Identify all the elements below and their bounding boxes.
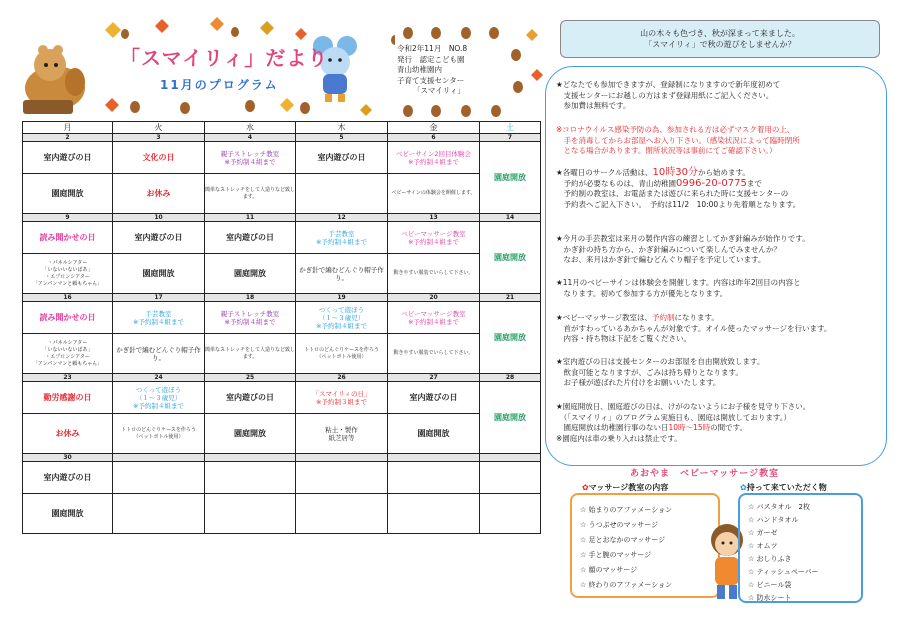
notice-line: 支援センターにお越しの方はまず登録用紙にご記入ください。 — [556, 90, 774, 100]
program-cell — [388, 142, 480, 174]
newsletter-title — [120, 42, 328, 71]
program-cell — [23, 462, 113, 494]
notice-line: 手を消毒してからお部屋へお入り下さい。（感染状況によって臨時閉所 — [556, 135, 800, 145]
date-row — [23, 214, 541, 222]
date-cell: 23 — [23, 374, 113, 382]
info-line: 令和2年11月 NO.8 — [397, 44, 468, 53]
belongings-box — [738, 493, 863, 603]
date-cell — [480, 454, 541, 462]
list-item: ☆ 始まりのアファメーション — [580, 503, 718, 518]
date-row — [23, 294, 541, 302]
program-text: 親子ストレッチ教室 ※予約制４組まで — [220, 309, 280, 326]
notice-line: かぎ針の持ち方から、かぎ針編みについて楽しんでみませんか？ — [556, 244, 781, 254]
program-text: 園庭開放 — [494, 172, 526, 182]
reservation-required: 予約制 — [651, 313, 675, 322]
program-text: 動きやすい服装でいらして下さい。 — [393, 270, 474, 276]
saturday-cell — [480, 494, 541, 534]
date-cell: 25 — [205, 374, 296, 382]
program-row — [23, 254, 541, 294]
program-text: 園庭開放 — [494, 252, 526, 262]
program-text: 簡単なストレッチをして人造りなど致します。 — [205, 186, 295, 200]
date-row — [23, 454, 541, 462]
date-row — [23, 374, 541, 382]
weekday-mon: 月 — [23, 122, 113, 134]
program-cell — [296, 302, 388, 334]
notice-line: ★11月のベビーサインは体験会を開催します。内容は昨年2回目の内容と — [556, 278, 801, 287]
belongings-list — [740, 495, 861, 605]
program-text: ・パネルシアター 「いないいないばあ」 ・エプロンシアター 「アンパンマンと頼もちゃん」 — [32, 259, 103, 287]
program-cell — [23, 382, 113, 414]
notice-baby-massage — [556, 313, 831, 345]
date-cell: 20 — [388, 294, 480, 302]
notice-line: 予約が必要なものは、青山幼稚園 — [556, 178, 676, 188]
program-cell — [388, 334, 480, 374]
title-main: 「スマイリィ」 — [120, 46, 266, 70]
date-cell: 26 — [296, 374, 388, 382]
notice-line: 内容・持ち物は下記をご覧ください。 — [556, 334, 691, 343]
notice-handicraft — [556, 234, 810, 266]
program-cell — [23, 174, 113, 214]
program-text: 室内遊びの日 — [226, 232, 274, 242]
phone-number: 0996-20-0775 — [676, 177, 747, 189]
notice-line: ★今月の手芸教室は来月の製作内容の練習としてかぎ針編みが始作りです。 — [556, 234, 810, 243]
program-cell — [205, 334, 296, 374]
notice-line: ★どなたでも参加できますが、登録制になりますので新年度初めて — [556, 80, 781, 89]
program-text: かぎ針で編むどんぐり帽子作り。 — [299, 265, 384, 282]
info-line: 子育て支援センター — [397, 75, 465, 85]
greeting-callout — [560, 20, 880, 58]
program-text: 園庭開放 — [494, 412, 526, 422]
program-text: 園庭開放 — [494, 332, 526, 342]
program-cell — [388, 174, 480, 214]
program-cell — [296, 494, 388, 534]
program-text: 文化の日 — [142, 152, 175, 162]
program-cell — [296, 174, 388, 214]
program-text: ベビーマッサージ教室 ※予約制４組まで — [401, 309, 466, 326]
date-cell — [113, 454, 205, 462]
program-row — [23, 174, 541, 214]
program-cell — [23, 142, 113, 174]
program-text: 室内遊びの日 — [134, 232, 183, 242]
program-text: つくって遊ぼう （１～３歳児） ※予約制４組まで — [133, 385, 184, 410]
date-row — [23, 134, 541, 142]
notice-line: から始めます。 — [697, 168, 750, 177]
start-time: 10時30分 — [652, 167, 698, 178]
program-cell — [23, 222, 113, 254]
notice-indoor-play — [556, 357, 764, 389]
saturday-cell — [480, 142, 541, 214]
program-text: 室内遊びの日 — [226, 392, 274, 402]
date-cell: 28 — [480, 374, 541, 382]
notice-circle-time — [556, 168, 800, 210]
info-line: 発行 認定こども園 — [397, 54, 465, 64]
program-cell — [205, 174, 296, 214]
list-item: ☆ バスタオル 2枚 — [748, 501, 861, 514]
list-item: ☆ おしりふき — [748, 553, 861, 566]
notice-playground — [556, 402, 810, 444]
date-cell: 9 — [23, 214, 113, 222]
program-cell — [388, 494, 480, 534]
list-item: ☆ 手と腕のマッサージ — [580, 548, 718, 563]
notice-line: お子様が遊ばれた片付けをお願いいたします。 — [556, 378, 721, 387]
notice-line: ※コロナウイルス感染予防の為、参加される方は必ずマスク着用の上、 — [556, 125, 795, 134]
notice-line: 参加費は無料です。 — [556, 101, 631, 110]
program-cell — [23, 302, 113, 334]
massage-content-list — [572, 495, 718, 593]
notice-line: 園庭開放は幼稚園行事のない日 — [556, 423, 669, 432]
program-text: 「スマイリィの日」 ※予約制３組まで — [312, 389, 371, 406]
notice-line: なお、来月はかぎ針で編むどんぐり帽子を予定しています。 — [556, 255, 766, 264]
program-cell — [113, 142, 205, 174]
program-row — [23, 494, 541, 534]
notice-line: 予約制の教室は、お電話または遊びに来られた時に支援センターの — [556, 189, 789, 198]
program-cell — [113, 382, 205, 414]
program-cell — [388, 414, 480, 454]
program-text: 園庭開放 — [417, 428, 450, 438]
program-text: 園庭開放 — [51, 508, 84, 518]
title-suffix: だより — [265, 46, 329, 70]
notice-covid — [556, 125, 800, 157]
program-row — [23, 142, 541, 174]
notice-line: の間です。 — [710, 423, 747, 432]
publisher-info — [397, 44, 467, 97]
program-cell — [23, 414, 113, 454]
program-cell — [388, 254, 480, 294]
program-cell — [296, 142, 388, 174]
program-cell — [296, 414, 388, 454]
date-cell — [296, 454, 388, 462]
program-cell — [205, 494, 296, 534]
program-row — [23, 302, 541, 334]
notice-line: 予約表へご記入下さい。 予約は11/2 10:00より先着順となります。 — [556, 199, 801, 209]
notice-line: 首がすわっているあかちゃんが対象です。オイル使ったマッサージを行います。 — [556, 323, 832, 333]
program-cell — [113, 494, 205, 534]
program-text: ベビーサイン2回目体験会 ※予約制４組まで — [396, 149, 471, 166]
program-cell — [113, 334, 205, 374]
notice-baby-sign — [556, 278, 801, 299]
program-text: 園庭開放 — [234, 428, 266, 438]
date-cell: 11 — [205, 214, 296, 222]
list-item: ☆ 顔のマッサージ — [580, 563, 718, 578]
program-text: お休み — [146, 188, 171, 198]
baby-massage-title: あおやま ベビーマッサージ教室 — [630, 469, 780, 479]
program-cell — [113, 302, 205, 334]
program-text: 親子ストレッチ教室 ※予約制４組まで — [220, 149, 280, 166]
playground-hours: 10時～15時 — [668, 423, 711, 432]
program-text: ・パネルシアター 「いないいないばあ」 ・エプロンシアター 「アンパンマンと頼もちゃん」 — [32, 339, 103, 367]
notice-line: になります。 — [674, 313, 719, 322]
saturday-cell — [480, 222, 541, 294]
program-cell — [113, 462, 205, 494]
program-text: 園庭開放 — [234, 268, 266, 278]
date-cell: 7 — [480, 134, 541, 142]
program-cell — [205, 462, 296, 494]
program-cell — [23, 334, 113, 374]
program-text: お休み — [55, 428, 80, 438]
program-text: 室内遊びの日 — [409, 392, 458, 402]
program-cell — [23, 494, 113, 534]
program-text: トトロのどんぐりケースを作ろう （ペットボトル使用） — [304, 346, 379, 360]
date-cell: 24 — [113, 374, 205, 382]
notice-registration — [556, 80, 780, 112]
notice-line: ★園庭開放日、園庭遊びの日は、けがのないようにお子様を見守り下さい。 — [556, 402, 811, 411]
notice-line: 飲食可能となりますが、ごみは持ち帰りとなります。 — [556, 367, 743, 377]
weekday-wed: 水 — [205, 122, 296, 134]
date-cell — [388, 454, 480, 462]
program-cell — [296, 382, 388, 414]
list-item: ☆ ティッシュペーパー — [748, 566, 861, 579]
date-cell: 5 — [296, 134, 388, 142]
weekday-sat: 土 — [480, 122, 541, 134]
date-cell: 3 — [113, 134, 205, 142]
weekday-thu: 木 — [296, 122, 388, 134]
squirrel-icon — [23, 45, 85, 114]
date-cell: 16 — [23, 294, 113, 302]
date-cell: 14 — [480, 214, 541, 222]
date-cell: 4 — [205, 134, 296, 142]
program-text: 動きやすい服装でいらして下さい。 — [393, 350, 474, 356]
list-item: ☆ うつぶせのマッサージ — [580, 518, 718, 533]
greeting-line: 山の木々も色づき、秋が深まって来ました。 — [640, 29, 800, 38]
program-text: ベビーサインの体験会を開催します。 — [391, 190, 476, 196]
info-line: 「スマイリィ」 — [413, 86, 465, 95]
date-cell: 10 — [113, 214, 205, 222]
program-cell — [205, 222, 296, 254]
date-cell: 18 — [205, 294, 296, 302]
greeting-line: 「スマイリィ」で秋の遊びをしませんか？ — [644, 40, 796, 49]
list-item: ☆ 足とおなかのマッサージ — [580, 533, 718, 548]
program-cell — [113, 414, 205, 454]
notice-line: ★室内遊びの日は支援センターのお部屋を自由開放致します。 — [556, 357, 765, 366]
notice-line: ※園庭内は車の乗り入れは禁止です。 — [556, 433, 682, 443]
massage-content-box — [570, 493, 720, 598]
notice-line: ★ベビーマッサージ教室は、 — [556, 313, 652, 322]
date-cell: 6 — [388, 134, 480, 142]
program-cell — [205, 302, 296, 334]
flower-icon: ✿ — [740, 483, 747, 492]
program-row — [23, 222, 541, 254]
program-text: つくって遊ぼう （１～３歳児） ※予約制４組まで — [316, 305, 367, 330]
program-cell — [388, 302, 480, 334]
date-cell: 21 — [480, 294, 541, 302]
date-cell — [205, 454, 296, 462]
program-cell — [388, 222, 480, 254]
program-text: 手芸教室 ※予約制４組まで — [133, 309, 184, 326]
program-cell — [113, 222, 205, 254]
list-item: ☆ ガーゼ — [748, 527, 861, 540]
weekday-tue: 火 — [113, 122, 205, 134]
date-cell: 30 — [23, 454, 113, 462]
list-item: ☆ オムツ — [748, 540, 861, 553]
flower-icon: ✿ — [582, 483, 589, 492]
saturday-cell — [480, 302, 541, 374]
calendar-table — [22, 121, 541, 534]
program-row — [23, 414, 541, 454]
program-cell — [113, 174, 205, 214]
list-item: ☆ ビニール袋 — [748, 579, 861, 592]
program-cell — [205, 254, 296, 294]
date-cell: 17 — [113, 294, 205, 302]
program-text: 読み聞かせの日 — [39, 232, 96, 242]
program-cell — [205, 142, 296, 174]
notice-line: （「スマイリィ」のプログラム実施日も、園庭は開放しております。） — [556, 412, 791, 422]
program-text: 読み聞かせの日 — [39, 312, 96, 322]
list-item: ☆ ハンドタオル — [748, 514, 861, 527]
program-cell — [388, 382, 480, 414]
program-cell — [296, 254, 388, 294]
program-cell — [205, 414, 296, 454]
program-subtitle: 11月のプログラム — [160, 78, 279, 92]
program-cell — [388, 462, 480, 494]
belongings-heading: ✿持って来ていただく物 — [740, 483, 827, 492]
saturday-cell — [480, 382, 541, 454]
date-cell: 19 — [296, 294, 388, 302]
program-text: 園庭開放 — [51, 188, 84, 198]
program-cell — [23, 254, 113, 294]
program-text: 園庭開放 — [142, 268, 175, 278]
program-text: 勤労感謝の日 — [43, 392, 92, 402]
date-cell: 12 — [296, 214, 388, 222]
program-text: 室内遊びの日 — [43, 472, 92, 482]
notice-line: となる場合があります。閉所状況等は事前にてご確認下さい。） — [556, 146, 777, 155]
program-cell — [296, 334, 388, 374]
list-item: ☆ 防水シート — [748, 592, 861, 605]
list-item: ☆ 終わりのアファメーション — [580, 578, 718, 593]
program-row — [23, 382, 541, 414]
program-row — [23, 334, 541, 374]
program-cell — [296, 462, 388, 494]
program-text: かぎ針で編むどんぐり帽子作り。 — [116, 345, 201, 362]
program-cell — [113, 254, 205, 294]
program-text: 室内遊びの日 — [43, 152, 92, 162]
notice-line: ★各曜日のサークル活動は、 — [556, 168, 653, 177]
saturday-cell — [480, 462, 541, 494]
program-cell — [205, 382, 296, 414]
notice-line: なります。初めて参加する方が優先となります。 — [556, 288, 728, 298]
program-text: ベビーマッサージ教室 ※予約制４組まで — [401, 229, 466, 246]
program-text: トトロのどんぐりケースを作ろう （ペットボトル使用） — [121, 426, 196, 440]
program-text: 室内遊びの日 — [317, 152, 366, 162]
info-line: 青山幼稚園内 — [397, 65, 442, 74]
date-cell: 2 — [23, 134, 113, 142]
program-text: 簡単なストレッチをして人造りなど致します。 — [205, 346, 295, 360]
notice-line: まで — [746, 178, 762, 188]
program-cell — [296, 222, 388, 254]
weekday-fri: 金 — [388, 122, 480, 134]
date-cell: 27 — [388, 374, 480, 382]
weekday-header-row — [23, 122, 541, 134]
program-row — [23, 462, 541, 494]
date-cell: 13 — [388, 214, 480, 222]
program-text: 粘土・製作 紙芝居等 — [325, 425, 358, 442]
massage-content-heading: ✿マッサージ教室の内容 — [582, 483, 669, 492]
program-text: 手芸教室 ※予約制４組まで — [316, 229, 367, 246]
